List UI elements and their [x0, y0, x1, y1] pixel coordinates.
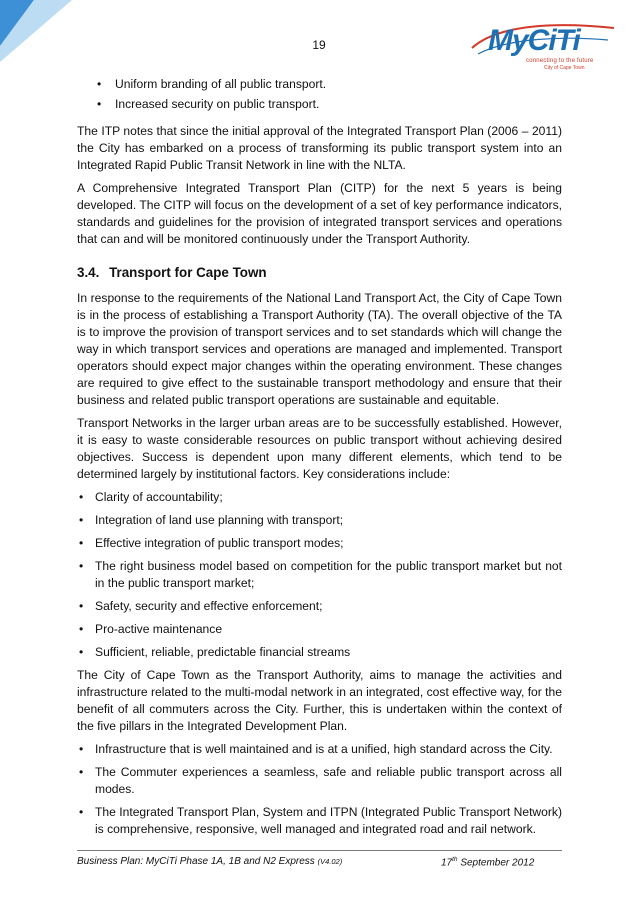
list-item: • Infrastructure that is well maintained and is at a unified, high standard across the City. [77, 741, 562, 758]
footer-version: (V4.02) [317, 857, 343, 866]
paragraph: The City of Cape Town as the Transport Authority, aims to manage the activities and infrastructure related to the multi-modal network in an integrated, cost effective way, for the benefit of all commuters across the City. Further, this is undertaken within the context of the five pillars in the Integrated Development Plan. [77, 668, 562, 733]
section-title: Transport for Cape Town [109, 265, 267, 280]
list-item: • Uniform branding of all public transport. [77, 76, 562, 93]
list-item: • The Commuter experiences a seamless, safe and reliable public transport across all modes. [77, 764, 562, 798]
list-item: • The Integrated Transport Plan, System and ITPN (Integrated Public Transport Network) is comprehensive, responsive, well managed and integrated road and rail network. [77, 804, 562, 838]
list-item: • Effective integration of public transport modes; [77, 535, 562, 552]
footer-title-text: Business Plan: MyCiTi Phase 1A, 1B and N2 Express [77, 856, 315, 867]
list-item: • Increased security on public transport. [77, 96, 562, 113]
list-item: • Pro-active maintenance [77, 621, 562, 638]
myciti-logo [468, 18, 618, 70]
footer-date-suffix: th [452, 856, 458, 863]
pillars-list [77, 741, 562, 838]
list-item: • Sufficient, reliable, predictable financial streams [77, 644, 562, 661]
list-item: • Integration of land use planning with transport; [77, 512, 562, 529]
footer-document-title [77, 856, 342, 867]
section-heading [77, 264, 562, 281]
corner-decoration [0, 0, 80, 70]
intro-bullet-list [77, 76, 562, 113]
list-item: • The right business model based on competition for the public transport market but not in the public transport market; [77, 558, 562, 592]
footer-date [441, 856, 534, 868]
page-number: 19 [312, 38, 326, 52]
paragraph: In response to the requirements of the National Land Transport Act, the City of Cape Town is in the process of establishing a Transport Authority (TA). The overall objective of the TA is to improve the provision of transport services and to set standards which will change the way in which transport services and operations are managed and implemented. Transport operators should expect major changes within the operating environment. These changes are required to give effect to the sustainable transport methodology and ensure that their business and related public transport operations are sustainable and equitable. [77, 291, 562, 407]
section-number: 3.4. [77, 265, 100, 280]
list-item: • Clarity of accountability; [77, 489, 562, 506]
page-body [77, 76, 562, 844]
paragraph: The ITP notes that since the initial approval of the Integrated Transport Plan (2006 – 2011) the City has embarked on a process of transforming its public transport system into an Integrated Rapid Public Transit Network in line with the NLTA. [77, 124, 562, 172]
logo-tagline-city: City of Cape Town [544, 65, 585, 71]
footer-date-day: 17 [441, 857, 453, 869]
paragraph: Transport Networks in the larger urban areas are to be successfully established. However, it is easy to waste considerable resources on public transport without achieving desired objectives. Success is dependent upon many different elements, which tend to be determined largely by institutional factors. Key considerations include: [77, 416, 562, 481]
footer-divider [77, 850, 562, 851]
logo-wordmark: MyCiTi [488, 24, 580, 57]
logo-tagline: connecting to the future [526, 58, 594, 64]
list-item: • Safety, security and effective enforcement; [77, 598, 562, 615]
key-considerations-list [77, 489, 562, 661]
paragraph: A Comprehensive Integrated Transport Plan (CITP) for the next 5 years is being developed. The CITP will focus on the development of a set of key performance indicators, standards and guidelines for the provision of integrated transport services and operations that can and will be monitored continuously under the Transport Authority. [77, 181, 562, 246]
footer-date-rest: September 2012 [457, 857, 535, 869]
